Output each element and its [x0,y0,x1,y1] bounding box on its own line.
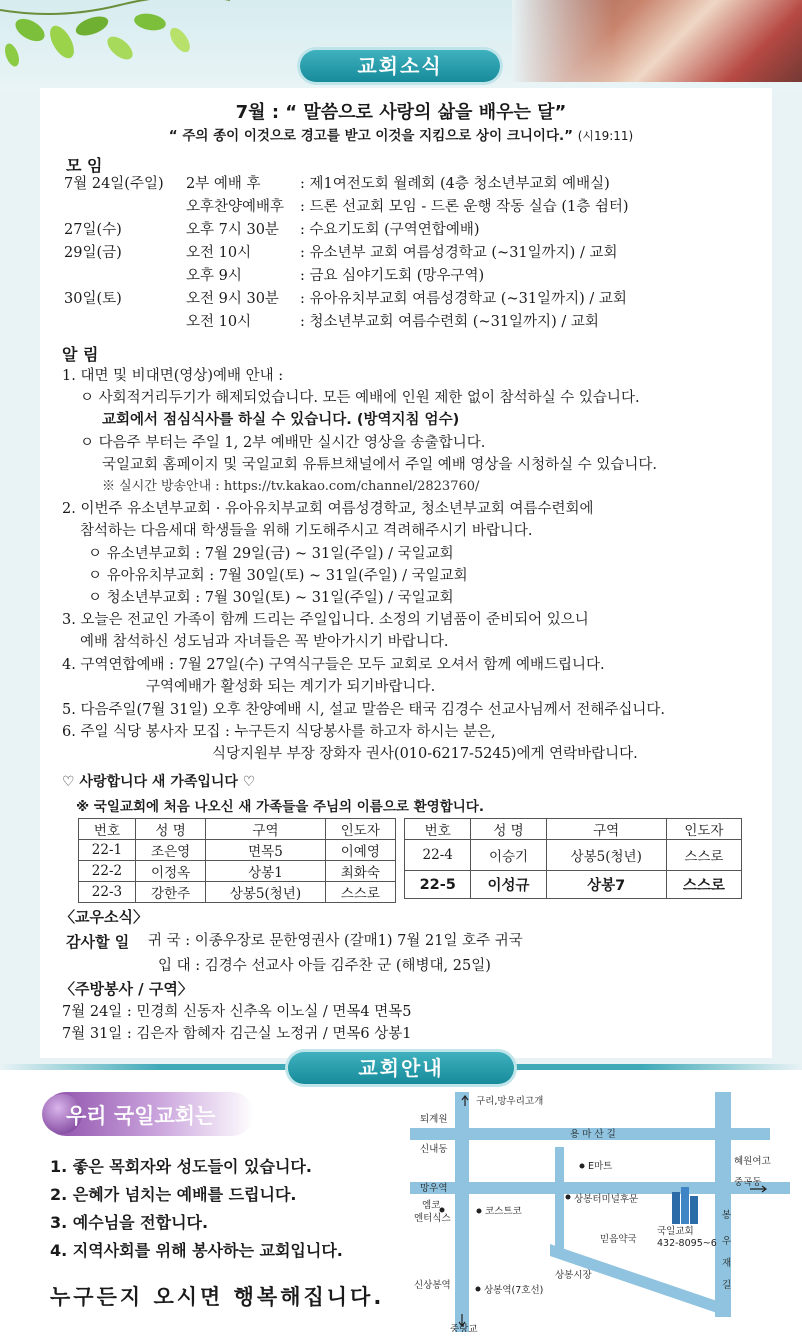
emart-marker [580,1164,585,1169]
col-name: 성 명 [471,819,546,840]
monthly-theme: 7월 : “ 말씀으로 사랑의 삶을 배우는 달” [235,102,567,123]
cell: 22-3 [79,882,136,903]
col-number: 번호 [405,819,471,840]
cell: 면목5 [206,840,325,861]
label-junggok: 중곡동 [734,1177,762,1188]
notice-line: 참석하는 다음세대 학생들을 위해 기도해주시고 격려해주시기 바랍니다. [80,523,533,539]
choir-photo [512,0,802,82]
cell: 이예영 [325,840,395,861]
cell: 상봉5(청년) [206,882,325,903]
notice-line: 교회에서 점심식사를 하실 수 있습니다. (방역지침 엄수) [102,412,460,428]
label-emco: 엠코 [422,1200,441,1211]
kitchen-line: 7월 31일 : 김은자 함혜자 김근실 노정귀 / 면목6 상봉1 [62,1026,412,1042]
label-sinsangbong: 신상봉역 [414,1280,451,1291]
notice-line: ㅇ 다음주 부터는 주일 1, 2부 예배만 실시간 영상을 송출합니다. [80,435,486,451]
map-roads [410,1092,790,1332]
cell: 강한주 [135,882,205,903]
sangbong-marker [476,1287,481,1292]
label-guri: 구리,망우리고개 [476,1096,544,1107]
vision-item: 2. 은혜가 넘치는 예배를 드립니다. [50,1185,297,1204]
thanks-label: 감사할 일 [66,933,130,951]
road-inner [555,1147,564,1252]
table-header-row [79,819,396,840]
new-family-table-left [78,818,396,903]
notice-line: 6. 주일 식당 봉사자 모집 : 누구든지 식당봉사를 하고자 하시는 분은, [62,724,496,740]
meeting-desc: : 유아유치부교회 여름성경학교 (~31일까지) / 교회 [300,291,627,307]
costco-marker [477,1209,482,1214]
table-row [405,871,742,899]
meetings-title: 모 임 [66,156,103,175]
meeting-time: 2부 예배 후 [186,176,261,192]
meeting-date: 29일(금) [64,245,122,261]
label-entersix: 엔터식스 [414,1213,451,1224]
meeting-time: 오전 10시 [186,245,252,261]
notice-line: ㅇ 청소년부교회 : 7월 30일(토) ~ 31일(주일) / 국일교회 [88,590,454,606]
label-mangu: 망우역 [420,1183,448,1194]
cell: 22-1 [79,840,136,861]
col-district: 구역 [206,819,325,840]
cell: 이승기 [471,840,546,871]
table-header-row [405,819,742,840]
label-phone: 432-8095~6 [657,1238,717,1249]
label-toegyewon: 퇴계원 [420,1114,448,1125]
meeting-time: 오후찬양예배후 [186,199,285,215]
cell: 22-2 [79,861,136,882]
church-news-pill: 교회소식 [300,50,500,82]
road-junggok [410,1182,790,1194]
notice-line: 국일교회 홈페이지 및 국일교회 유튜브채널에서 주일 예배 영상을 시청하실 수 있습니다. [102,457,657,473]
label-bongu: 길 [722,1280,732,1291]
notice-line: 예배 참석하신 성도님과 자녀들은 꼭 받아가시기 바랍니다. [80,634,449,650]
kitchen-title: 〈주방봉사 / 구역〉 [60,980,193,998]
cell: 이성규 [471,871,546,899]
col-district: 구역 [546,819,666,840]
meeting-time: 오전 10시 [186,314,252,330]
vision-item: 4. 지역사회를 위해 봉사하는 교회입니다. [50,1241,343,1260]
church-guide-pill: 교회안내 [288,1052,514,1084]
cell: 상봉1 [206,861,325,882]
cell: 스스로 [666,871,741,899]
label-bongu: 봉 [722,1210,732,1221]
label-emart: E마트 [588,1161,613,1172]
meeting-time: 오전 9시 30분 [186,291,279,307]
church-location-map [410,1092,790,1332]
meeting-desc: : 청소년부교회 여름수련회 (~31일까지) / 교회 [300,314,599,330]
label-sinnaedong: 신내동 [420,1144,448,1155]
cell: 상봉7 [546,871,666,899]
leaves-decoration [0,0,230,80]
cell: 이정옥 [135,861,205,882]
meeting-date: 7월 24일(주일) [64,176,164,192]
meeting-desc: : 드론 선교회 모임 - 드론 운행 작동 실습 (1층 쉼터) [300,199,629,215]
label-market: 상봉시장 [555,1270,592,1281]
meeting-desc: : 수요기도회 (구역연합예배) [300,222,480,238]
col-name: 성 명 [135,819,205,840]
label-yongmasan: 용 마 산 길 [570,1129,616,1140]
members-news-line: 입 대 : 김경수 선교사 아들 김주찬 군 (해병대, 25일) [158,958,491,974]
notice-line: ㅇ 사회적거리두기가 해제되었습니다. 모든 예배에 인원 제한 없이 참석하실 수 있습니다. [80,390,640,406]
members-news-line: 귀 국 : 이종우장로 문한영권사 (갈매1) 7월 21일 호주 귀국 [148,933,523,949]
meeting-desc: : 금요 심야기도회 (망우구역) [300,268,485,284]
label-sangbong: 상봉역(7호선) [484,1285,544,1296]
notice-line: 2. 이번주 유소년부교회 · 유아유치부교회 여름성경학교, 청소년부교회 여름수련회에 [62,501,594,517]
cell: 최화숙 [325,861,395,882]
broadcast-link[interactable]: ※ 실시간 방송안내 : https://tv.kakao.com/channel/2823760/ [102,479,480,494]
church-title-banner [44,1092,254,1136]
new-family-title: ♡ 사랑합니다 새 가족입니다 ♡ [62,774,256,790]
kitchen-line: 7월 24일 : 민경희 신동자 신추옥 이노실 / 면목4 면목5 [62,1004,412,1020]
terminal-marker [566,1195,571,1200]
label-bongu: 재 [722,1258,732,1269]
notice-line: ㅇ 유소년부교회 : 7월 29일(금) ~ 31일(주일) / 국일교회 [88,546,454,562]
col-guide: 인도자 [666,819,741,840]
cell: 스스로 [325,882,395,903]
notice-line: 식당지원부 부장 장화자 권사(010-6217-5245)에게 연락바랍니다. [212,746,638,762]
col-guide: 인도자 [325,819,395,840]
label-hyewon: 혜원여고 [734,1156,771,1167]
notice-line: 5. 다음주일(7월 31일) 오후 찬양예배 시, 설교 말씀은 태국 김경수 선교사님께서 전해주십니다. [62,702,665,718]
meeting-desc: : 제1여전도회 월례회 (4층 청소년부교회 예배실) [300,176,610,192]
notice-line: 3. 오늘은 전교인 가족이 함께 드리는 주일입니다. 소정의 기념품이 준비되어 있으니 [62,612,589,628]
table-row [79,840,396,861]
meeting-time: 오후 7시 30분 [186,222,279,238]
bible-verse [0,124,802,144]
meeting-date: 27일(수) [64,222,122,238]
label-bongu: 우 [722,1236,732,1247]
label-terminal: 상봉터미널후문 [574,1194,639,1205]
verse-ref: (시19:11) [577,129,634,143]
notice-line: ㅇ 유아유치부교회 : 7월 30일(토) ~ 31일(주일) / 국일교회 [88,568,468,584]
new-family-table-right [404,818,742,899]
notice-line: 1. 대면 및 비대면(영상)예배 안내 : [62,368,284,384]
cell: 22-5 [405,871,471,899]
label-jungnang: 중랑교 [450,1324,478,1332]
church-title: 우리 국일교회는 [66,1104,216,1128]
notice-line: 4. 구역연합예배 : 7월 27일(수) 구역식구들은 모두 교회로 오셔서 함께 예배드립니다. [62,657,605,673]
meeting-desc: : 유소년부 교회 여름성경학교 (~31일까지) / 교회 [300,245,618,261]
notices-title: 알 림 [62,345,99,364]
new-family-welcome: ※ 국일교회에 처음 나오신 새 가족들을 주님의 이름으로 환영합니다. [76,799,484,815]
col-number: 번호 [79,819,136,840]
table-row [79,861,396,882]
cell: 상봉5(청년) [546,840,666,871]
label-mineum: 믿음약국 [600,1234,637,1245]
cell: 스스로 [666,840,741,871]
vision-item: 1. 좋은 목회자와 성도들이 있습니다. [50,1157,312,1176]
table-row [405,840,742,871]
meeting-time: 오후 9시 [186,268,242,284]
cell: 22-4 [405,840,471,871]
verse-text: “ 주의 종이 이것으로 경고를 받고 이것을 지킴으로 상이 크니이다.” [168,128,573,144]
label-costco: 코스트코 [485,1206,522,1217]
notice-line: 구역예배가 활성화 되는 계기가 되기바랍니다. [146,679,436,695]
label-church: 국일교회 [657,1226,694,1237]
table-row [79,882,396,903]
vision-item: 3. 예수님을 전합니다. [50,1213,209,1232]
slogan: 누구든지 오시면 행복해집니다. [50,1285,385,1309]
meeting-date: 30일(토) [64,291,122,307]
members-news-title: 〈교우소식〉 [60,908,148,926]
cell: 조은영 [135,840,205,861]
